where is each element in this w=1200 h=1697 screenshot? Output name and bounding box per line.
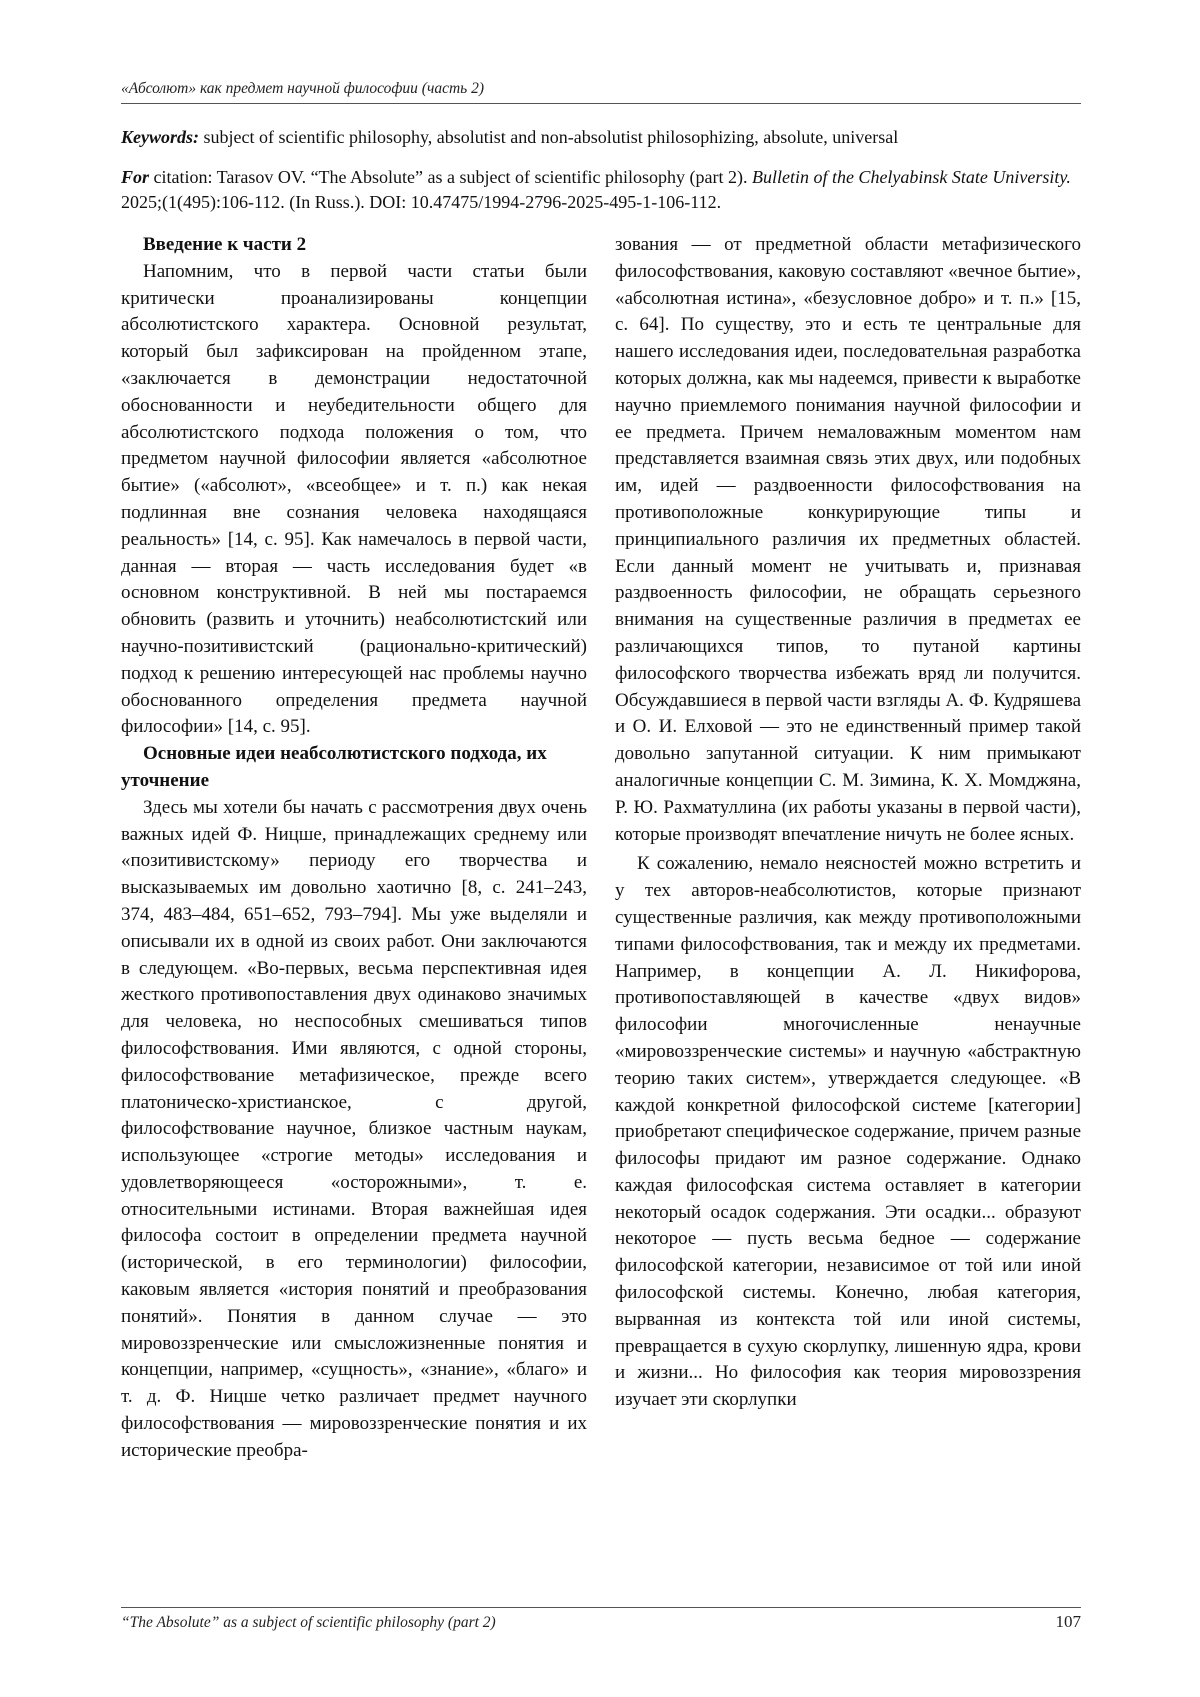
section-heading-main-ideas: Основные идеи неабсолютистского подхода, их уточнение bbox=[121, 743, 547, 791]
keywords-label: Keywords: bbox=[121, 127, 199, 147]
citation-block bbox=[121, 165, 1081, 215]
citation-journal: Bulletin of the Chelyabinsk State University. bbox=[751, 167, 1071, 187]
keywords-line bbox=[121, 125, 1081, 150]
right-column bbox=[615, 232, 1081, 1414]
body-paragraph: Здесь мы хотели бы начать с рассмотрения двух очень важных идей Ф. Ницше, принадлежащих среднему или «позитивистскому» периоду его творчества и высказываемых им довольно хаотично [8, с. 241–243, 374, 483–484, 651–652, 793–794]. Мы уже выделяли и описывали их в одной из своих работ. Они заключаются в следующем. «Во-первых, весьма перспективная идея жесткого противопоставления двух одинаково значимых для человека, но неспособных смешиваться типов философствования. Ими являются, с одной стороны, философствование метафизическое, прежде всего платоническо-христианское, с другой, философствование научное, близкое частным наукам, использующее «строгие методы» исследования и удовлетворяющееся «осторожными», т. е. относительными истинами. Вторая важнейшая идея философа состоит в определении предмета научной (исторической, в его терминологии) философии, каковым является «история понятий и преобразования понятий». Понятия в данном случае — это мировоззренческие или смысложизненные понятия и концепции, например, «сущность», «знание», «благо» и т. д. Ф. Ницше четко различает предмет научного философствования — мировоззренческие понятия и их исторические преобра- bbox=[121, 796, 587, 1461]
footer-rule bbox=[121, 1607, 1081, 1608]
footer-title: “The Absolute” as a subject of scientific philosophy (part 2) bbox=[121, 1614, 496, 1631]
citation-text: citation: Tarasov OV. “The Absolute” as a subject of scientific philosophy (part 2). bbox=[149, 167, 752, 187]
header-rule bbox=[121, 103, 1081, 104]
intro-paragraph: Напомним, что в первой части статьи были критически проанализированы концепции абсолютистского характера. Основной результат, который был зафиксирован на пройденном этапе, «заключается в демонстрации недостаточной обоснованности и неубедительности общего для абсолютистского подхода положения о том, что предметом научной философии является «абсолютное бытие» («абсолют», «всеобщее» и т. п.) как некая подлинная вне сознания человека находящаяся реальность» [14, с. 95]. Как намечалось в первой части, данная — вторая — часть исследования будет «в основном конструктивной. В ней мы постараемся обновить (развить и уточнить) неабсолютистский или научно-позитивистский (рационально-критический) подход к решению интересующей нас проблемы научно обоснованного определения предмета научной философии» [14, с. 95]. bbox=[121, 260, 587, 738]
citation-label: For bbox=[121, 167, 150, 187]
body-paragraph: К сожалению, немало неясностей можно встретить и у тех авторов-неабсолютистов, которые признают существенные различия, как между противоположными типами философствования, так и между их предметами. Например, в концепции А. Л. Никифорова, противопоставляющей в качестве «двух видов» философии многочисленные ненаучные «мировоззренческие системы» и научную «абстрактную теорию таких систем», утверждается следующее. «В каждой конкретной философской системе [категории] приобретают специфическое содержание, причем разные философы придают им разное содержание. Однако каждая философская система оставляет в категории некоторый осадок содержания. Эти осадки... образуют некоторое — пусть весьма бедное — содержание философской категории, независимое от той или иной философской системы. Конечно, любая категория, вырванная из контекста той или иной системы, превращается в сухую скорлупку, лишенную ядра, крови и жизни... Но философия как теория мировоззрения изучает эти скорлупки bbox=[615, 853, 1081, 1411]
section-heading-intro: Введение к части 2 bbox=[143, 234, 307, 255]
body-paragraph-continued: зования — от предметной области метафизического философствования, каковую составляют «вечное бытие», «абсолютная истина», «безусловное добро» и т. п.» [15, с. 64]. По существу, это и есть те центральные для нашего исследования идеи, последовательная разработка которых должна, как мы надеемся, привести к выработке научно приемлемого понимания научной философии и ее предмета. Причем немаловажным моментом нам представляется взаимная связь этих двух, или подобных им, идей — раздвоенности философствования на противоположные конкурирующие типы и принципиального различия их предметных областей. Если данный момент не учитывать и, признавая раздвоенность философии, не обращать серьезного внимания на существенные различия в предметах ее различающихся типов, то путаной картины философского творчества избежать вряд ли получится. Обсуждавшиеся в первой части взгляды А. Ф. Кудряшева и О. И. Елховой — это не единственный пример такой довольно запутанной ситуации. К ним примыкают аналогичные концепции С. М. Зимина, К. Х. Момджяна, Р. Ю. Рахматуллина (их работы указаны в первой части), которые производят впечатление ничуть не более ясных. bbox=[615, 234, 1081, 845]
left-column bbox=[121, 232, 587, 1465]
citation-details: 2025;(1(495):106-112. (In Russ.). DOI: 10.47475/1994-2796-2025-495-1-106-112. bbox=[121, 192, 722, 212]
page-number: 107 bbox=[1055, 1612, 1081, 1631]
keywords-text: subject of scientific philosophy, absolutist and non-absolutist philosophizing, absolute, universal bbox=[199, 127, 899, 147]
running-head: «Абсолют» как предмет научной философии (часть 2) bbox=[121, 80, 485, 97]
